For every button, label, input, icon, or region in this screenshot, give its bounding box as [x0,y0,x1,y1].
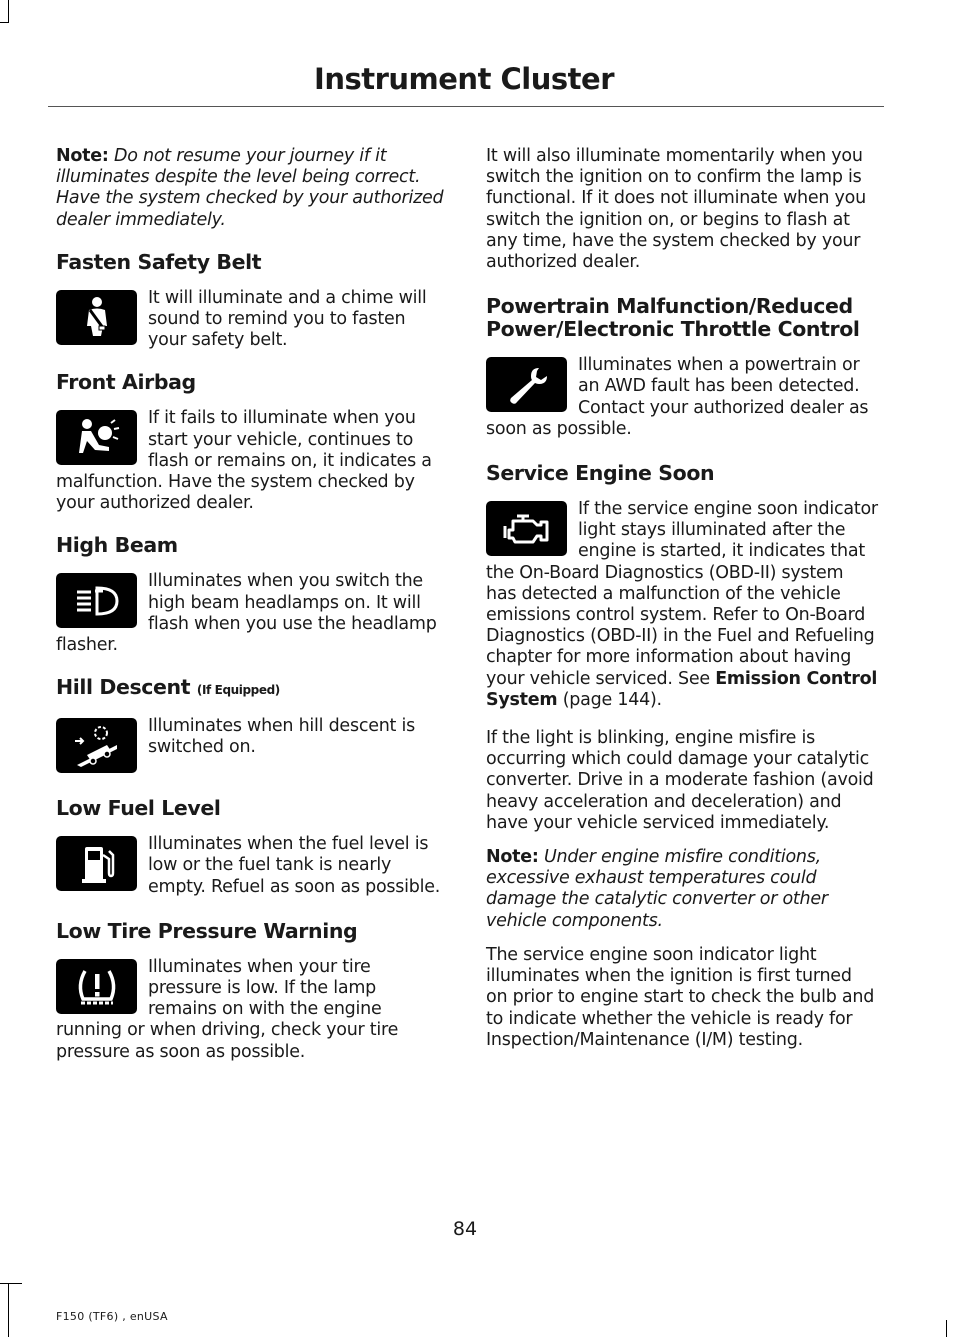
airbag-body: If it fails to illuminate when you start your vehicle, continues to flash or remains on, it indicates a malfunction. Have the system checked by your authorized dealer. [56,408,432,514]
hilldescent-title: Hill Descent [56,675,191,700]
right-column [486,146,878,1051]
tire-pressure-icon [56,959,137,1014]
crop-mark [0,1283,22,1284]
crop-mark [8,0,9,22]
ref-page: (page 144). [562,689,662,710]
left-column [56,146,448,1063]
header-divider [48,106,884,107]
doc-id: F150 (TF6) , enUSA [56,1310,168,1323]
crop-mark [0,22,9,23]
note-text: Do not resume your journey if it illuminates despite the level being correct. Have the system checked by your authorized dealer immediately. [56,146,444,230]
hill-descent-icon [56,718,137,773]
equipped-tag: (If Equipped) [196,683,280,698]
airbag-heading: Front Airbag [56,370,196,395]
emission-control-ref[interactable]: Emission Control System [486,668,878,710]
note-label: Note: [56,146,109,166]
hilldescent-body: Illuminates when hill descent is switched on. [148,716,415,758]
fuel-heading: Low Fuel Level [56,796,221,821]
seatbelt-body: It will illuminate and a chime will sound to remind you to fasten your safety belt. [148,287,427,351]
blinking-paragraph: If the light is blinking, engine misfire is occurring which could damage your catalytic converter. Drive in a moderate fashion (avoid heavy acceleration and deceleration) and have your vehicle serviced immediately. [486,728,874,833]
engine-heading: Service Engine Soon [486,461,715,486]
high-beam-icon [56,573,137,628]
powertrain-heading: Powertrain Malfunction/Reduced Power/Electronic Throttle Control [486,294,860,342]
tire-body: Illuminates when your tire pressure is low. If the lamp remains on with the engine running or when driving, check your tire pressure as soon as possible. [56,956,399,1062]
airbag-icon [56,410,137,465]
note-label: Note: [486,847,539,868]
engine-icon [486,501,567,556]
hilldescent-heading [56,676,448,702]
page-number: 84 [452,1218,478,1240]
fuel-pump-icon [56,836,137,891]
tire-heading: Low Tire Pressure Warning [56,918,358,943]
wrench-icon [486,357,567,412]
highbeam-body: Illuminates when you switch the high beam headlamps on. It will flash when you use the headlamp flasher. [56,571,437,656]
page-title: Instrument Cluster [314,62,614,96]
crop-mark [946,1320,947,1337]
engine-body-text: If the service engine soon indicator light stays illuminated after the engine is started, it indicates that the On-Board Diagnostics (OBD-II) system has detected a malfunction of the vehicle emissions control system. Refer to On-Board Diagnostics (OBD-II) in the Fuel and Refueling chapter for more information about having your vehicle serviced. See [486,499,878,689]
fuel-body: Illuminates when the fuel level is low or the fuel tank is nearly empty. Refuel as soon as possible. [148,834,441,897]
highbeam-heading: High Beam [56,533,178,558]
crop-mark [8,1283,9,1337]
note-paragraph [56,146,448,231]
seatbelt-icon [56,290,137,345]
seatbelt-heading: Fasten Safety Belt [56,249,262,274]
powertrain-body: Illuminates when a powertrain or an AWD fault has been detected. Contact your authorized dealer as soon as possible. [486,355,869,439]
intro-paragraph: It will also illuminate momentarily when you switch the ignition on to confirm the lamp is functional. If it does not illuminate when you switch the ignition on, or begins to flash at any time, have the system checked by your authorized dealer. [486,146,866,273]
note-text: Under engine misfire conditions, excessive exhaust temperatures could damage the catalytic converter or other vehicle components. [486,847,828,931]
bulb-paragraph: The service engine soon indicator light illuminates when the ignition is first turned on prior to engine start to check the bulb and to indicate whether the vehicle is ready for Inspection/Maintenance (I/M) testing. [486,944,875,1050]
misfire-note [486,847,878,932]
